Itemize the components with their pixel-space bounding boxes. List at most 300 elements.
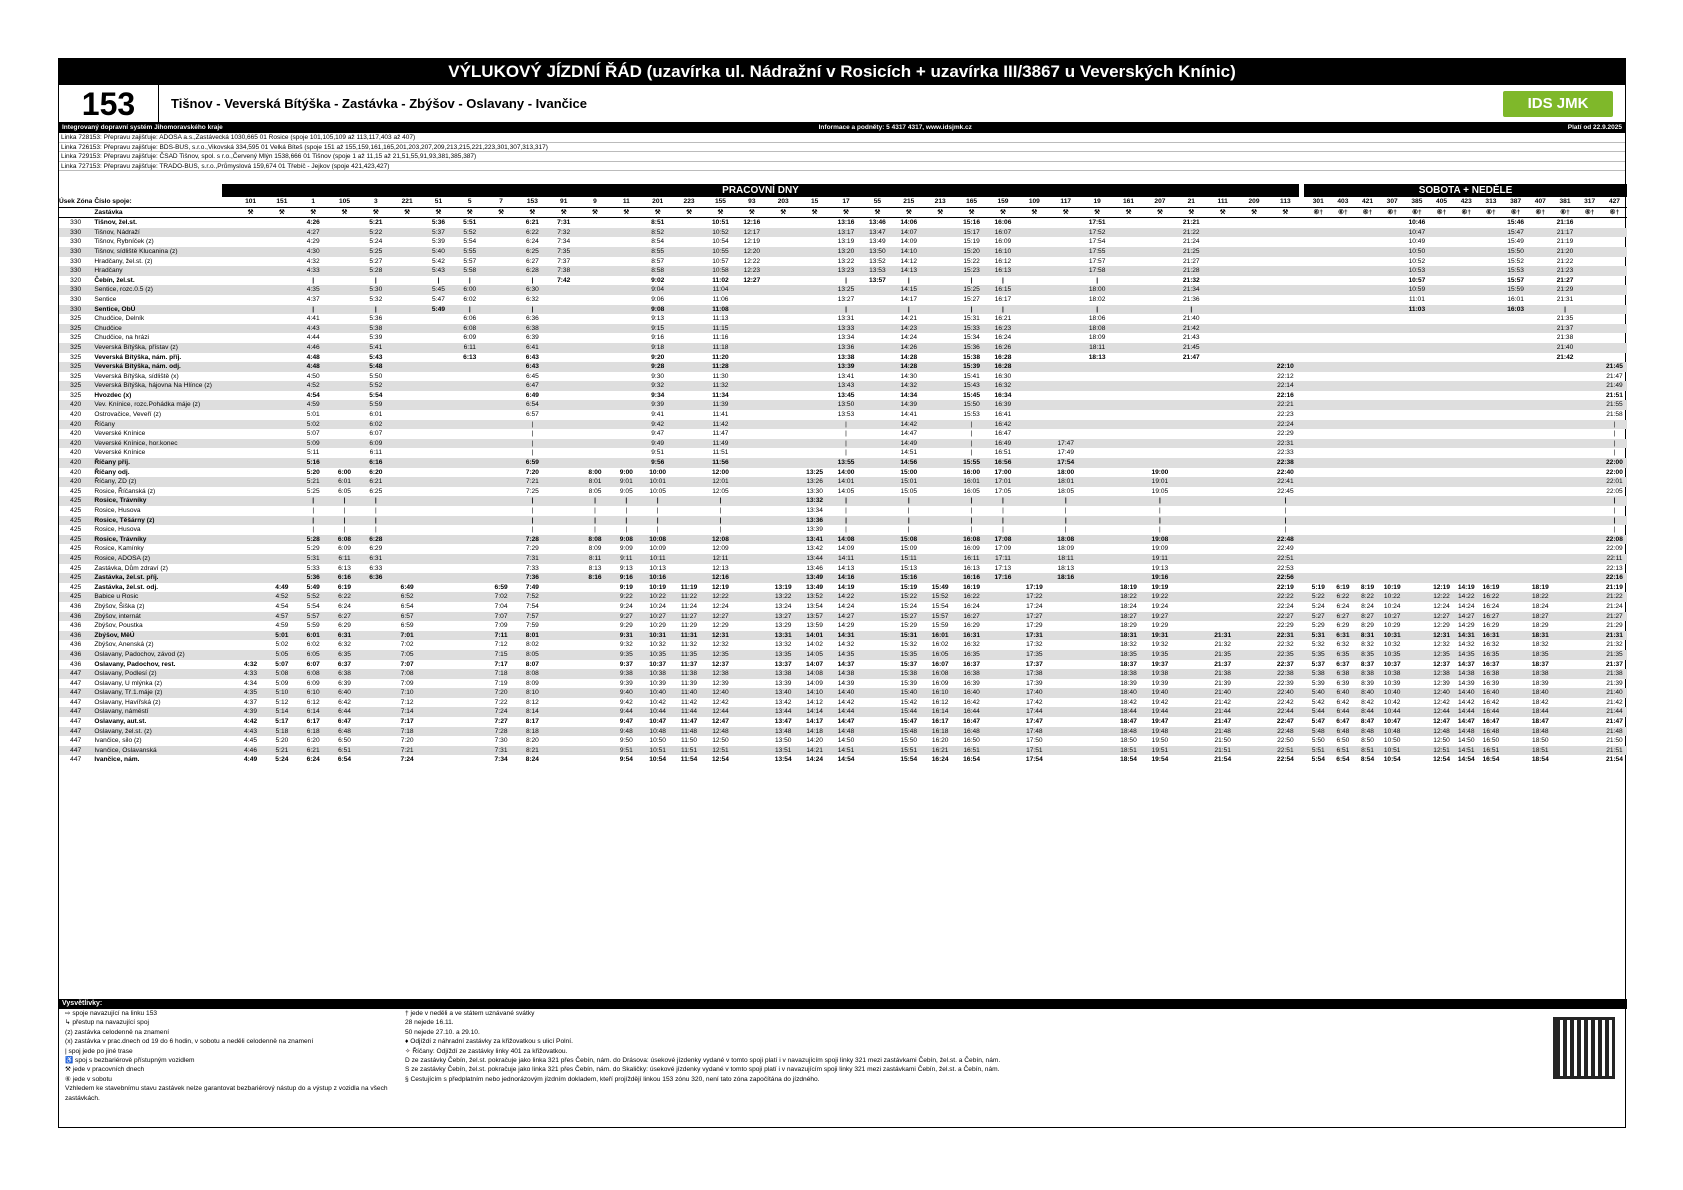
time-cell: 22:53: [1277, 564, 1294, 572]
table-row: [59, 314, 1627, 324]
time-cell: 22:38: [1270, 669, 1301, 679]
time-cell: |: [956, 439, 987, 449]
time-cell: 15:50: [956, 400, 987, 410]
time-cell: 6:32: [525, 295, 539, 303]
time-cell: [924, 314, 955, 324]
time-cell: [1238, 487, 1269, 497]
time-cell: [548, 381, 579, 391]
time-cell: 5:29: [306, 545, 320, 553]
time-cell: [1577, 496, 1602, 506]
time-cell: 5:48: [360, 362, 391, 372]
time-cell: [768, 343, 799, 353]
time-cell: [1454, 285, 1479, 295]
time-cell: 22:21: [1270, 400, 1301, 410]
time-cell: [266, 573, 297, 583]
time-cell: [391, 333, 422, 343]
time-cell: 15:39: [900, 679, 918, 687]
time-cell: 5:52: [298, 592, 329, 602]
time-cell: [768, 468, 799, 478]
time-cell: [862, 707, 893, 717]
time-cell: [1380, 257, 1405, 267]
time-cell: [235, 343, 266, 353]
time-cell: [1602, 314, 1627, 324]
stop-name: Ivančice, silo (z): [94, 737, 142, 745]
time-cell: 16:12: [931, 698, 949, 706]
time-cell: [1503, 564, 1528, 574]
time-cell: [1355, 564, 1380, 574]
time-cell: 8:12: [525, 698, 539, 706]
time-cell: 13:34: [806, 507, 823, 514]
time-cell: 21:45: [1602, 362, 1627, 372]
trip-number: 423: [1454, 197, 1479, 207]
time-cell: [1503, 755, 1528, 765]
time-cell: [1081, 544, 1112, 554]
time-cell: [1553, 736, 1578, 746]
time-cell: 8:50: [1361, 737, 1374, 745]
time-cell: [1306, 285, 1331, 295]
time-cell: [1503, 468, 1528, 478]
time-cell: 14:23: [893, 324, 924, 334]
time-cell: 14:21: [900, 315, 918, 323]
time-cell: 22:08: [1602, 535, 1627, 545]
time-cell: [1405, 439, 1430, 449]
time-cell: [736, 362, 767, 372]
time-cell: 17:50: [1026, 737, 1043, 745]
time-cell: 15:16: [893, 573, 924, 583]
time-cell: [266, 333, 297, 343]
time-cell: [1207, 333, 1238, 343]
time-cell: 12:37: [712, 660, 729, 668]
time-cell: [1503, 439, 1528, 449]
time-cell: [1207, 573, 1238, 583]
time-cell: 6:07: [369, 430, 383, 438]
time-cell: 21:37: [1553, 324, 1578, 334]
time-cell: 9:28: [642, 362, 673, 372]
time-cell: [1503, 612, 1528, 622]
time-cell: [1019, 353, 1050, 363]
time-cell: [1602, 276, 1627, 286]
time-cell: [454, 506, 485, 516]
time-cell: [266, 564, 297, 574]
time-cell: [1019, 544, 1050, 554]
time-cell: 4:39: [235, 707, 266, 717]
zone-cell: 447: [70, 756, 82, 764]
time-cell: 16:38: [1479, 669, 1504, 679]
time-cell: 17:54: [1088, 238, 1106, 246]
time-cell: [266, 285, 297, 295]
time-cell: 11:24: [681, 602, 698, 610]
time-cell: 15:40: [893, 688, 924, 698]
time-cell: [1577, 746, 1602, 756]
time-cell: [1355, 285, 1380, 295]
zone-cell: 447: [59, 746, 92, 756]
time-cell: [1577, 468, 1602, 478]
time-cell: 6:43: [525, 353, 539, 361]
time-cell: 15:36: [956, 343, 987, 353]
time-cell: [235, 381, 266, 391]
time-cell: [736, 698, 767, 708]
time-cell: [1238, 391, 1269, 401]
time-cell: [1207, 496, 1238, 506]
time-cell: [235, 362, 266, 372]
time-cell: [799, 381, 830, 391]
time-cell: [1528, 429, 1553, 439]
time-cell: 17:19: [1025, 583, 1043, 591]
time-cell: 15:24: [900, 602, 918, 610]
time-cell: [924, 448, 955, 458]
time-cell: [1577, 439, 1602, 449]
time-cell: [1176, 458, 1207, 468]
time-cell: [1081, 372, 1112, 382]
time-cell: [1050, 583, 1081, 593]
time-cell: [423, 439, 454, 449]
time-cell: [235, 247, 266, 257]
time-cell: 6:51: [329, 746, 360, 756]
time-cell: [736, 324, 767, 334]
time-cell: 8:37: [1360, 660, 1375, 668]
time-cell: [1207, 257, 1238, 267]
time-cell: 14:20: [806, 737, 823, 745]
time-cell: [391, 477, 422, 487]
time-cell: 14:39: [837, 679, 855, 687]
time-cell: 13:25: [806, 468, 824, 476]
time-cell: 16:51: [956, 746, 987, 756]
time-cell: [1238, 439, 1269, 449]
time-cell: [799, 372, 830, 382]
time-cell: [862, 602, 893, 612]
time-cell: [548, 429, 579, 439]
time-cell: |: [830, 496, 861, 506]
time-cell: 14:54: [1457, 756, 1475, 764]
time-cell: 8:24: [1361, 602, 1374, 610]
time-cell: [862, 583, 893, 593]
time-cell: 12:17: [736, 228, 767, 238]
time-cell: [1528, 477, 1553, 487]
time-cell: [548, 717, 579, 727]
time-cell: |: [1096, 276, 1099, 284]
time-cell: [1380, 305, 1405, 315]
time-cell: 18:31: [1528, 631, 1553, 641]
trip-number: 317: [1577, 197, 1602, 207]
time-cell: 7:17: [400, 718, 414, 726]
time-cell: [1577, 305, 1602, 315]
time-cell: 14:24: [806, 756, 824, 764]
time-cell: 18:08: [1081, 324, 1112, 334]
stop-name: Zastávka, Dům zdraví (z): [94, 564, 169, 572]
time-cell: 16:19: [963, 583, 980, 591]
time-cell: [1454, 564, 1479, 574]
time-cell: 17:58: [1081, 266, 1112, 276]
stop-name: Zbýšov, internát: [92, 612, 235, 622]
qr-code[interactable]: [1553, 1017, 1615, 1079]
time-cell: 22:10: [1270, 362, 1301, 372]
time-cell: [1553, 362, 1578, 372]
time-cell: 7:31: [557, 219, 571, 227]
time-cell: [673, 544, 704, 554]
time-cell: [1405, 420, 1430, 430]
time-cell: 9:49: [642, 439, 673, 449]
time-cell: [1429, 362, 1454, 372]
time-cell: [924, 564, 955, 574]
time-cell: [611, 439, 642, 449]
time-cell: 9:47: [619, 718, 633, 726]
time-cell: 16:50: [1482, 737, 1500, 745]
trip-number: 17: [830, 197, 861, 207]
time-cell: 12:20: [736, 247, 767, 257]
time-cell: [1019, 333, 1050, 343]
time-cell: 10:24: [649, 602, 666, 610]
time-cell: [1019, 228, 1050, 238]
time-cell: [768, 439, 799, 449]
time-cell: 12:44: [1429, 707, 1454, 717]
time-cell: [924, 324, 955, 334]
time-cell: [329, 285, 360, 295]
time-cell: [1553, 458, 1578, 468]
time-cell: 9:11: [611, 554, 642, 564]
time-cell: [1050, 305, 1081, 315]
time-cell: [485, 439, 516, 449]
time-cell: |: [1081, 305, 1112, 315]
time-cell: [673, 228, 704, 238]
time-cell: [1144, 372, 1175, 382]
time-cell: 16:21: [994, 315, 1012, 323]
time-cell: 13:47: [774, 718, 792, 726]
time-cell: 21:34: [1176, 285, 1207, 295]
time-cell: [1050, 295, 1081, 305]
time-cell: |: [1602, 439, 1627, 449]
time-cell: [548, 285, 579, 295]
time-cell: |: [987, 516, 1018, 526]
time-cell: 22:54: [1276, 756, 1294, 764]
time-cell: 14:11: [830, 554, 861, 564]
weekday-symbol: ⚒: [611, 207, 642, 218]
time-cell: [1602, 247, 1627, 257]
time-cell: 8:08: [579, 535, 610, 545]
time-cell: [736, 746, 767, 756]
time-cell: [862, 439, 893, 449]
time-cell: 13:20: [830, 247, 861, 257]
time-cell: 16:01: [1507, 295, 1524, 303]
time-cell: [673, 468, 704, 478]
time-cell: 6:31: [1331, 631, 1356, 641]
zone-cell: 436: [59, 612, 92, 622]
time-cell: 9:35: [611, 650, 642, 660]
time-cell: 6:54: [1336, 756, 1350, 764]
time-cell: [862, 755, 893, 765]
time-cell: [579, 727, 610, 737]
table-row: [59, 746, 1627, 756]
time-cell: [1503, 650, 1528, 660]
time-cell: [736, 372, 767, 382]
ids-jmk-logo: IDS JMK: [1503, 91, 1613, 117]
time-cell: [862, 506, 893, 516]
time-cell: [1577, 660, 1602, 670]
time-cell: [1019, 564, 1050, 574]
time-cell: [1355, 295, 1380, 305]
time-cell: 21:35: [1207, 650, 1238, 660]
time-cell: 16:56: [987, 458, 1018, 468]
time-cell: 7:05: [391, 650, 422, 660]
trip-number: 15: [799, 197, 830, 207]
time-cell: [1577, 583, 1602, 593]
time-cell: [1553, 391, 1578, 401]
time-cell: [1503, 660, 1528, 670]
time-cell: 5:14: [266, 707, 297, 717]
time-cell: 22:16: [1276, 391, 1294, 399]
time-cell: [548, 535, 579, 545]
time-cell: 18:01: [1050, 477, 1081, 487]
time-cell: |: [517, 439, 548, 449]
time-cell: [1355, 448, 1380, 458]
time-cell: [924, 285, 955, 295]
time-cell: [1454, 448, 1479, 458]
time-cell: 16:07: [931, 660, 949, 668]
trip-number: 113: [1270, 197, 1301, 207]
time-cell: 22:01: [1602, 477, 1627, 487]
time-cell: |: [1602, 496, 1627, 506]
time-cell: [924, 468, 955, 478]
legend-item: (z) zastávka celodenně na znamení: [65, 1028, 170, 1036]
time-cell: [1144, 458, 1175, 468]
time-cell: [579, 602, 610, 612]
time-cell: [579, 439, 610, 449]
time-cell: 4:48: [306, 353, 320, 361]
time-cell: [987, 736, 1018, 746]
time-cell: [1503, 314, 1528, 324]
time-cell: 4:27: [298, 228, 329, 238]
time-cell: 16:35: [1479, 650, 1504, 660]
time-cell: 9:32: [642, 381, 673, 391]
time-cell: [736, 621, 767, 631]
time-cell: 15:22: [893, 592, 924, 602]
time-cell: 6:37: [337, 660, 352, 668]
time-cell: [736, 285, 767, 295]
time-cell: [235, 439, 266, 449]
time-cell: 13:57: [868, 276, 886, 284]
time-cell: [862, 343, 893, 353]
time-cell: [1207, 343, 1238, 353]
time-cell: 18:24: [1120, 602, 1137, 610]
time-cell: |: [1064, 507, 1067, 514]
time-cell: [1380, 516, 1405, 526]
table-row: [59, 564, 1627, 574]
time-cell: [1019, 516, 1050, 526]
time-cell: 14:29: [837, 622, 855, 630]
time-cell: [235, 621, 266, 631]
time-cell: [548, 707, 579, 717]
time-cell: 10:46: [1408, 219, 1426, 227]
time-cell: [1454, 314, 1479, 324]
time-cell: [736, 525, 767, 535]
time-cell: [579, 660, 610, 670]
time-cell: [1479, 496, 1504, 506]
time-cell: [1429, 496, 1454, 506]
time-cell: [1050, 400, 1081, 410]
zone-header: [59, 207, 92, 218]
table-row: [59, 295, 1627, 305]
time-cell: [548, 679, 579, 689]
time-cell: [673, 333, 704, 343]
time-cell: [1577, 755, 1602, 765]
time-cell: 10:47: [1383, 718, 1401, 726]
time-cell: 18:05: [1057, 487, 1074, 495]
time-cell: [485, 295, 516, 305]
time-cell: [485, 237, 516, 247]
zone-cell: 447: [59, 707, 92, 717]
time-cell: [768, 353, 799, 363]
time-cell: 7:33: [525, 564, 539, 572]
time-cell: [579, 343, 610, 353]
time-cell: [1454, 429, 1479, 439]
time-cell: 16:23: [987, 324, 1018, 334]
time-cell: [1429, 439, 1454, 449]
table-row: [59, 573, 1627, 583]
time-cell: [1113, 266, 1144, 276]
time-cell: 10:00: [649, 468, 667, 476]
time-cell: 21:54: [1214, 756, 1232, 764]
time-cell: 11:03: [1405, 305, 1430, 315]
time-cell: 21:38: [1556, 334, 1574, 342]
table-row: [59, 285, 1627, 295]
stop-name: Zbýšov, Poustka: [94, 622, 143, 630]
time-cell: [579, 410, 610, 420]
time-cell: 16:47: [1482, 718, 1500, 726]
time-cell: [548, 755, 579, 765]
time-cell: [1454, 458, 1479, 468]
time-cell: [862, 727, 893, 737]
time-cell: 12:50: [1433, 737, 1450, 745]
time-cell: 14:54: [837, 756, 855, 764]
time-cell: [924, 506, 955, 516]
time-cell: [673, 554, 704, 564]
time-cell: 10:32: [649, 641, 666, 649]
time-cell: [1503, 688, 1528, 698]
zone-cell: 447: [70, 679, 82, 687]
time-cell: 5:20: [275, 737, 289, 745]
time-cell: [1454, 324, 1479, 334]
time-cell: 6:01: [298, 631, 329, 641]
time-cell: 4:46: [298, 343, 329, 353]
time-cell: 13:59: [806, 622, 823, 630]
legend-item: § Cestujícím s předplatním nebo jednorázovým jízdním dokladem, kteří projíždějí linkou 153 zónu 320, není tato zóna započítána do jízdného.: [405, 1075, 820, 1083]
time-cell: [579, 333, 610, 343]
time-cell: [235, 391, 266, 401]
time-cell: [1331, 429, 1356, 439]
time-cell: 19:51: [1144, 746, 1175, 756]
time-cell: 6:20: [369, 468, 383, 476]
time-cell: 13:49: [799, 573, 830, 583]
time-cell: [1238, 612, 1269, 622]
zone-cell: 447: [70, 698, 82, 706]
time-cell: 9:16: [651, 334, 665, 342]
time-cell: [1306, 439, 1331, 449]
time-cell: [360, 717, 391, 727]
time-cell: [1454, 525, 1479, 535]
time-cell: [391, 400, 422, 410]
time-cell: [1602, 333, 1627, 343]
time-cell: [1355, 410, 1380, 420]
time-cell: [1238, 400, 1269, 410]
time-cell: [1306, 468, 1331, 478]
weekday-symbol: ⚒: [1144, 207, 1175, 218]
stop-name: Veverská Bítýška, sídliště (x): [94, 372, 179, 380]
time-cell: [1238, 707, 1269, 717]
time-cell: [1331, 257, 1356, 267]
time-cell: [579, 353, 610, 363]
time-cell: [768, 218, 799, 228]
time-cell: 13:38: [837, 353, 855, 361]
time-cell: [736, 679, 767, 689]
